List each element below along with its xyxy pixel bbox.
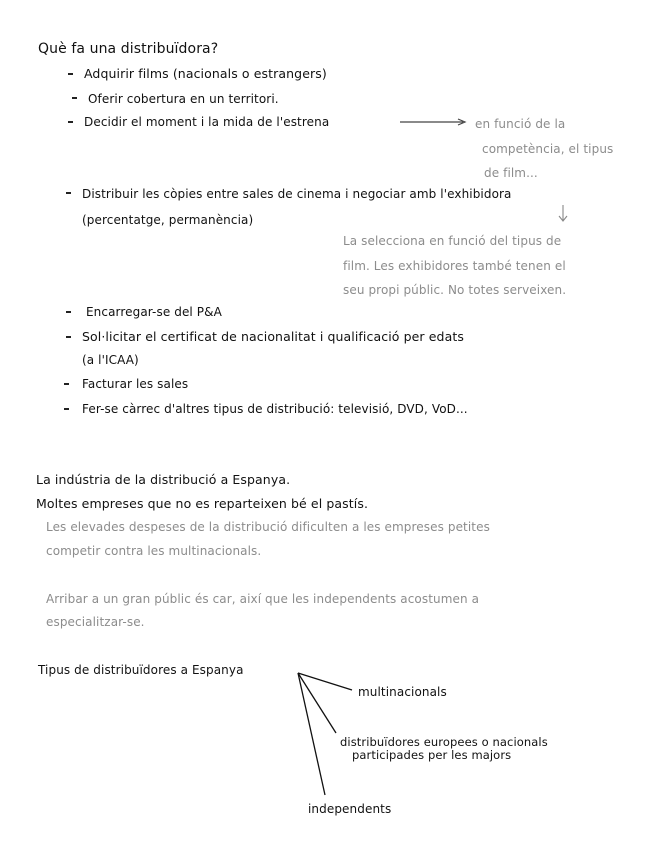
side-note-line: en funció de la bbox=[475, 117, 566, 131]
bullet-dash bbox=[72, 97, 77, 99]
bullet-dash bbox=[66, 192, 71, 194]
paragraph-line: Les elevades despeses de la distribució dificulten a les empreses petites bbox=[46, 520, 490, 534]
bullet-dash bbox=[68, 121, 73, 123]
paragraph-line: especialitzar-se. bbox=[46, 615, 145, 629]
section3-title: Tipus de distribuïdores a Espanya bbox=[38, 663, 244, 677]
section2-subtitle: Moltes empreses que no es reparteixen bé el pastís. bbox=[36, 496, 369, 511]
branch-label-europees: distribuïdores europees o nacionals bbox=[340, 735, 548, 749]
branch-multinacionals bbox=[298, 673, 352, 690]
branch-independents bbox=[298, 673, 325, 795]
bullet-dash bbox=[66, 311, 71, 313]
list-item: Oferir cobertura en un territori. bbox=[88, 92, 279, 106]
note-line: La selecciona en funció del tipus de bbox=[343, 234, 562, 248]
side-note-line: de film... bbox=[484, 166, 538, 180]
list-item: Adquirir films (nacionals o estrangers) bbox=[84, 66, 327, 81]
list-item-continuation: (percentatge, permanència) bbox=[82, 213, 254, 227]
paragraph-line: competir contra les multinacionals. bbox=[46, 544, 262, 558]
list-item: Distribuir les còpies entre sales de cinema i negociar amb l'exhibidora bbox=[82, 187, 512, 201]
arrow-estrena-head bbox=[458, 119, 465, 125]
section1-title: Què fa una distribuïdora? bbox=[38, 41, 219, 57]
list-item: Decidir el moment i la mida de l'estrena bbox=[84, 115, 330, 129]
paragraph-line: Arribar a un gran públic és car, així que les independents acostumen a bbox=[46, 592, 480, 606]
branch-label-multinacionals: multinacionals bbox=[358, 685, 447, 699]
bullet-dash bbox=[68, 73, 73, 75]
branch-label-europees-cont: participades per les majors bbox=[352, 748, 512, 762]
bullet-dash bbox=[66, 336, 71, 338]
note-line: seu propi públic. No totes serveixen. bbox=[343, 283, 567, 297]
side-note-line: competència, el tipus bbox=[482, 142, 614, 156]
arrow-down-head bbox=[559, 216, 567, 221]
branch-europees bbox=[298, 673, 336, 733]
bullet-dash bbox=[64, 383, 69, 385]
list-item: Fer-se càrrec d'altres tipus de distribució: televisió, DVD, VoD... bbox=[82, 402, 468, 416]
list-item: Sol·licitar el certificat de nacionalitat i qualificació per edats bbox=[82, 329, 464, 344]
branch-label-independents: independents bbox=[308, 802, 392, 816]
bullet-dash bbox=[64, 408, 69, 410]
list-item: Facturar les sales bbox=[82, 377, 189, 391]
section2-title: La indústria de la distribució a Espanya. bbox=[36, 472, 291, 487]
list-item-continuation: (a l'ICAA) bbox=[82, 353, 139, 367]
list-item: Encarregar-se del P&A bbox=[86, 305, 222, 319]
note-line: film. Les exhibidores també tenen el bbox=[343, 259, 566, 273]
